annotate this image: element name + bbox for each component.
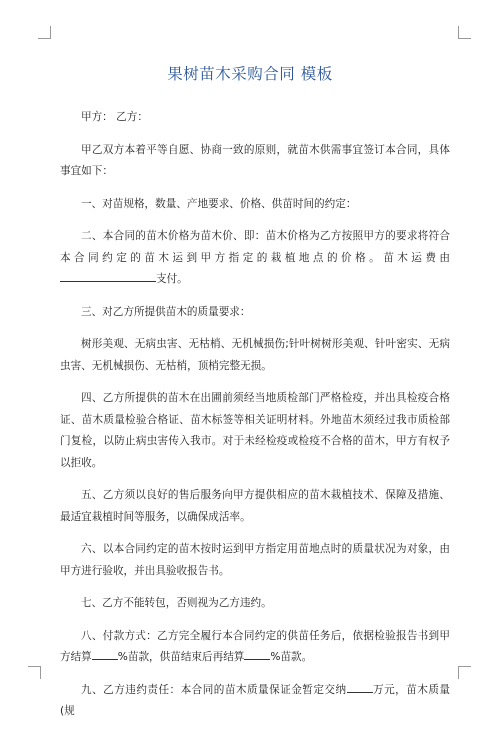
clause-8-text-b: %苗款，供苗结束后再结算	[117, 651, 245, 663]
clause-8	[60, 626, 450, 669]
page-corner-mark-top-right	[458, 26, 471, 39]
clause-9-text-b: 万元，苗木质量(规	[60, 683, 450, 717]
page-corner-mark-bottom-right	[458, 666, 471, 679]
parties-line: 甲方： 乙方：	[81, 111, 148, 123]
final-payment-percent-blank	[244, 647, 270, 660]
clause-1: 一、对苗规格，数量、产地要求、价格、供苗时间的约定：	[81, 197, 357, 210]
page-corner-mark-top-left	[38, 26, 51, 39]
clause-5: 五、乙方须以良好的售后服务向甲方提供相应的苗木栽植技术、保障及措施、最适宜栽植时间等服务，以确保成活率。	[60, 489, 450, 523]
intro-paragraph: 甲乙双方本着平等自愿、协商一致的原则，就苗木供需事宜签订本合同，具体事宜如下：	[60, 143, 450, 177]
deposit-amount-blank	[347, 680, 373, 693]
first-payment-percent-blank	[92, 647, 118, 660]
contract-body	[60, 107, 450, 734]
clause-8-text-a: 八、付款方式：乙方完全履行本合同约定的供苗任务后，依据检验报告书到甲方结算	[60, 629, 450, 663]
clause-9-text-a: 九、乙方违约责任：本合同的苗木质量保证金暂定交纳	[81, 683, 347, 696]
freight-payer-blank	[60, 269, 156, 282]
document-title: 果树苗木采购合同 模板	[167, 65, 333, 83]
page-corner-mark-bottom-left	[28, 666, 41, 679]
clause-2-text-b: 支付。	[156, 273, 188, 285]
clause-7: 七、乙方不能转包，否则视为乙方违约。	[81, 597, 272, 609]
clause-3: 三、对乙方所提供苗木的质量要求：	[81, 305, 251, 318]
clause-9	[60, 680, 450, 723]
clause-4: 四、乙方所提供的苗木在出圃前须经当地质检部门严格检疫，并出具检疫合格证、苗木质量检验合格证、苗木标签等相关证明材料。外地苗木须经过我市质检部门复检，以防止病虫害传入我市。对于未经检疫或检疫不合格的苗木，甲方有权予以拒收。	[60, 392, 450, 469]
clause-2-text-a: 二、本合同的苗木价格为苗木价、即：苗木价格为乙方按照甲方的要求将符合本合同约定的苗木运到甲方指定的栽植地点的价格。苗木运费由	[60, 230, 450, 264]
clause-2	[60, 226, 450, 291]
clause-3-detail: 树形美观、无病虫害、无枯梢、无机械损伤;针叶树树形美观、针叶密实、无病虫害、无机械损伤、无枯梢，顶梢完整无损。	[60, 338, 450, 372]
clause-8-text-c: %苗款。	[270, 651, 313, 663]
clause-6: 六、以本合同约定的苗木按时运到甲方指定用苗地点时的质量状况为对象，由甲方进行验收，并出具验收报告书。	[60, 543, 450, 577]
